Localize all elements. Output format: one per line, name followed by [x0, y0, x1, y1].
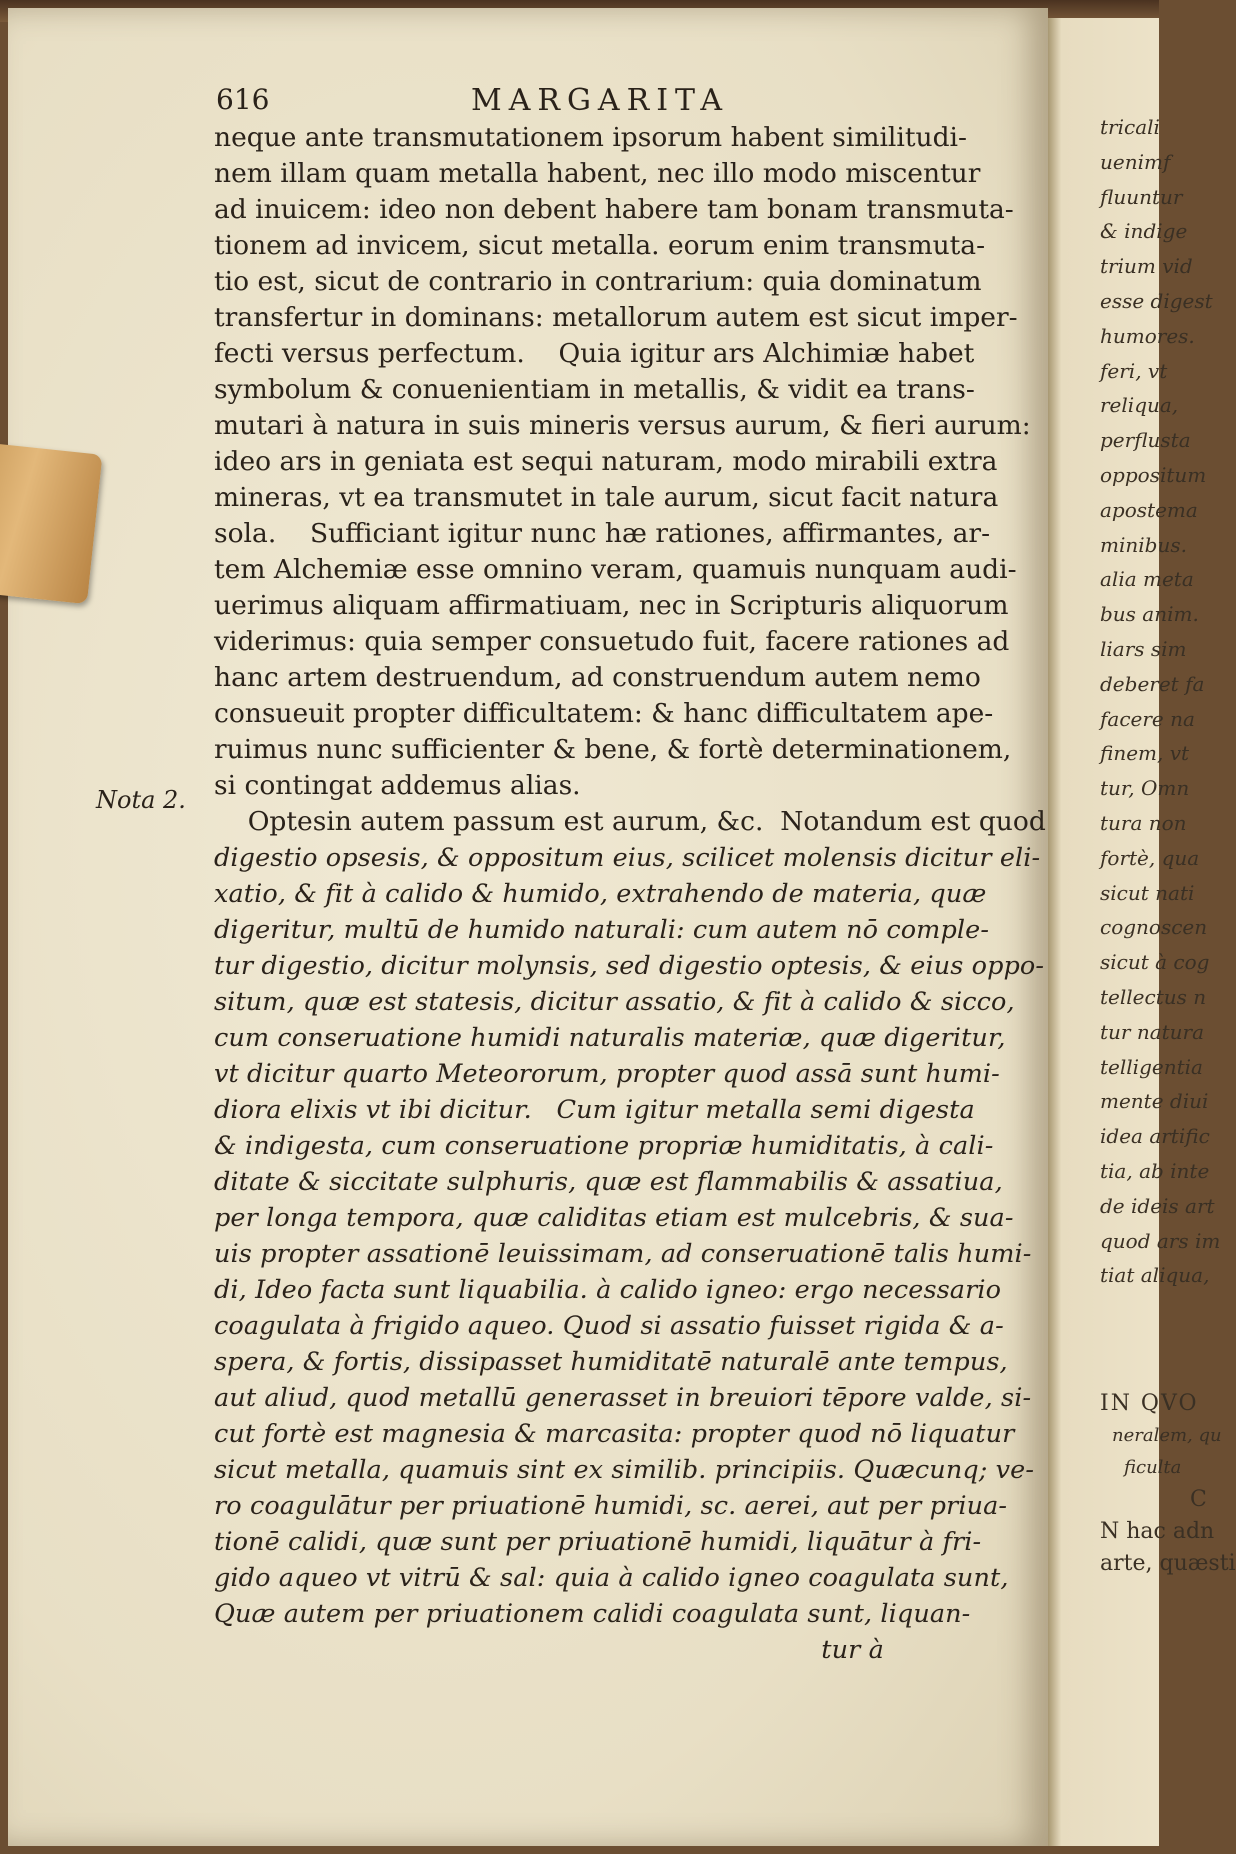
facing-text-line: idea artific — [1100, 1124, 1210, 1149]
facing-text-line: facere na — [1100, 706, 1195, 731]
text-line: cum conseruatione humidi naturalis materiæ, quæ digeritur, — [214, 1023, 1006, 1053]
text-line: hanc artem destruendum, ad construendum autem nemo — [214, 662, 981, 693]
facing-text-line: quod ars im — [1100, 1228, 1221, 1253]
text-line: sola. Sufficiant igitur nunc hæ rationes, affirmantes, ar- — [214, 518, 991, 549]
text-line: Optesin autem passum est aurum, &c. Notandum est quod — [214, 806, 1046, 837]
facing-text-line: & indige — [1100, 219, 1188, 244]
facing-page-heading — [1100, 1388, 1236, 1580]
text-line: aut aliud, quod metallū generasset in breuiori tēpore valde, si- — [214, 1383, 1032, 1413]
facing-text-line: tur, Omn — [1100, 776, 1190, 801]
facing-text-line: fortè, qua — [1100, 845, 1200, 870]
text-line: per longa tempora, quæ caliditas etiam est mulcebris, & sua- — [214, 1203, 1014, 1233]
facing-text-line: esse digest — [1100, 288, 1213, 313]
text-line: tur à — [214, 1635, 884, 1665]
text-line: & indigesta, cum conseruatione propriæ humiditatis, à cali- — [214, 1131, 994, 1161]
facing-heading-line: N hac adn — [1100, 1519, 1215, 1544]
text-line: uerimus aliquam affirmatiuam, nec in Scripturis aliquorum — [214, 590, 1009, 621]
facing-text-line: tiat aliqua, — [1100, 1263, 1210, 1288]
facing-text-line: minibus. — [1100, 532, 1187, 557]
facing-text-line: sicut à cog — [1100, 950, 1210, 975]
text-line: tur digestio, dicitur molynsis, sed digestio optesis, & eius oppo- — [214, 951, 1045, 981]
facing-text-line: deberet fa — [1100, 671, 1205, 696]
text-line: digestio opsesis, & oppositum eius, scilicet molensis dicitur eli- — [214, 843, 1041, 873]
body-text — [214, 120, 1046, 1668]
facing-text-line: uenimf — [1100, 149, 1171, 174]
facing-text-line: perflusta — [1100, 428, 1191, 453]
text-line: Quæ autem per priuationem calidi coagulata sunt, liquan- — [214, 1599, 971, 1629]
facing-text-line: de ideis art — [1100, 1193, 1215, 1218]
text-line: tionē calidi, quæ sunt per priuationē humidi, liquātur à fri- — [214, 1527, 982, 1557]
facing-text-line: tur natura — [1100, 1019, 1205, 1044]
facing-heading-line: arte, quæsti — [1100, 1551, 1236, 1576]
text-line: ideo ars in geniata est sequi naturam, modo mirabili extra — [214, 446, 998, 477]
text-line: situm, quæ est statesis, dicitur assatio, & fit à calido & sicco, — [214, 987, 1015, 1017]
text-line: transfertur in dominans: metallorum autem est sicut imper- — [214, 302, 1018, 333]
facing-text-line: tellectus n — [1100, 984, 1207, 1009]
facing-text-line: sicut nati — [1100, 880, 1195, 905]
facing-heading-line: ficulta — [1124, 1457, 1182, 1478]
text-line: gido aqueo vt vitrū & sal: quia à calido igneo coagulata sunt, — [214, 1563, 1009, 1593]
text-line: xatio, & fit à calido & humido, extrahendo de materia, quæ — [214, 879, 987, 909]
text-line: uis propter assationē leuissimam, ad conseruationē talis humi- — [214, 1239, 1032, 1269]
facing-text-line: feri, vt — [1100, 358, 1168, 383]
facing-text-line: fluuntur — [1100, 184, 1183, 209]
text-line: nem illam quam metalla habent, nec illo modo miscentur — [214, 158, 981, 189]
text-line: diora elixis vt ibi dicitur. Cum igitur metalla semi digesta — [214, 1095, 975, 1125]
facing-text-line: trium vid — [1100, 254, 1193, 279]
facing-text-line: tura non — [1100, 810, 1187, 835]
facing-text-line: finem, vt — [1100, 741, 1190, 766]
margin-note: Nota 2. — [96, 786, 186, 814]
facing-text-line: mente diui — [1100, 1089, 1209, 1114]
text-line: cut fortè est magnesia & marcasita: propter quod nō liquatur — [214, 1419, 1015, 1449]
text-line: ditate & siccitate sulphuris, quæ est flammabilis & assatiua, — [214, 1167, 1003, 1197]
text-line: di, Ideo facta sunt liquabilia. à calido igneo: ergo necessario — [214, 1275, 1002, 1305]
text-line: mutari à natura in suis mineris versus aurum, & fieri aurum: — [214, 410, 1031, 441]
text-line: spera, & fortis, dissipasset humiditatē naturalē ante tempus, — [214, 1347, 1008, 1377]
text-line: si contingat addemus alias. — [214, 770, 581, 801]
text-line: digeritur, multū de humido naturali: cum autem nō comple- — [214, 915, 990, 945]
facing-text-line: liars sim — [1100, 636, 1187, 661]
facing-text-line: telligentia — [1100, 1054, 1203, 1079]
text-line: sicut metalla, quamuis sint ex similib. principiis. Quæcunq; ve- — [214, 1455, 1035, 1485]
facing-text-line: alia meta — [1100, 567, 1194, 592]
text-line: tio est, sicut de contrario in contrarium: quia dominatum — [214, 266, 982, 297]
text-line: coagulata à frigido aqueo. Quod si assatio fuisset rigida & a- — [214, 1311, 1004, 1341]
facing-text-line: bus anim. — [1100, 602, 1199, 627]
facing-heading-line: C — [1190, 1487, 1207, 1512]
text-line: tem Alchemiæ esse omnino veram, quamuis nunquam audi- — [214, 554, 1017, 585]
running-head: MARGARITA — [471, 83, 730, 118]
page-header — [216, 83, 1016, 123]
facing-heading-line: neralem, qu — [1112, 1425, 1222, 1446]
facing-heading-line: IN QVO — [1100, 1391, 1199, 1416]
text-line: ad inuicem: ideo non debent habere tam bonam transmuta- — [214, 194, 1014, 225]
text-line: neque ante transmutationem ipsorum habent similitudi- — [214, 122, 967, 153]
text-line: fecti versus perfectum. Quia igitur ars Alchimiæ habet — [214, 338, 975, 369]
text-line: tionem ad invicem, sicut metalla. eorum enim transmuta- — [214, 230, 986, 261]
facing-text-line: reliqua, — [1100, 393, 1179, 418]
facing-text-line: tricali — [1100, 115, 1160, 139]
facing-text-line: tia, ab inte — [1100, 1158, 1210, 1183]
page-number: 616 — [216, 83, 270, 116]
text-line: consueuit propter difficultatem: & hanc difficultatem ape- — [214, 698, 994, 729]
left-page — [8, 8, 1048, 1846]
text-line: viderimus: quia semper consuetudo fuit, facere rationes ad — [214, 626, 1010, 657]
text-line: mineras, vt ea transmutet in tale aurum, sicut facit natura — [214, 482, 999, 513]
facing-page-text — [1100, 110, 1220, 1293]
facing-text-line: apostema — [1100, 497, 1198, 522]
text-line: ro coagulātur per priuationē humidi, sc. aerei, aut per priua- — [214, 1491, 1008, 1521]
facing-text-line: oppositum — [1100, 462, 1207, 487]
facing-text-line: cognoscen — [1100, 915, 1208, 940]
text-line: ruimus nunc sufficienter & bene, & fortè determinationem, — [214, 734, 1012, 765]
bookmark-strip — [0, 442, 102, 604]
text-line: symbolum & conuenientiam in metallis, & vidit ea trans- — [214, 374, 975, 405]
facing-page — [1048, 18, 1236, 1846]
facing-text-line: humores. — [1100, 323, 1195, 348]
text-line: vt dicitur quarto Meteororum, propter quod assā sunt humi- — [214, 1059, 1000, 1089]
